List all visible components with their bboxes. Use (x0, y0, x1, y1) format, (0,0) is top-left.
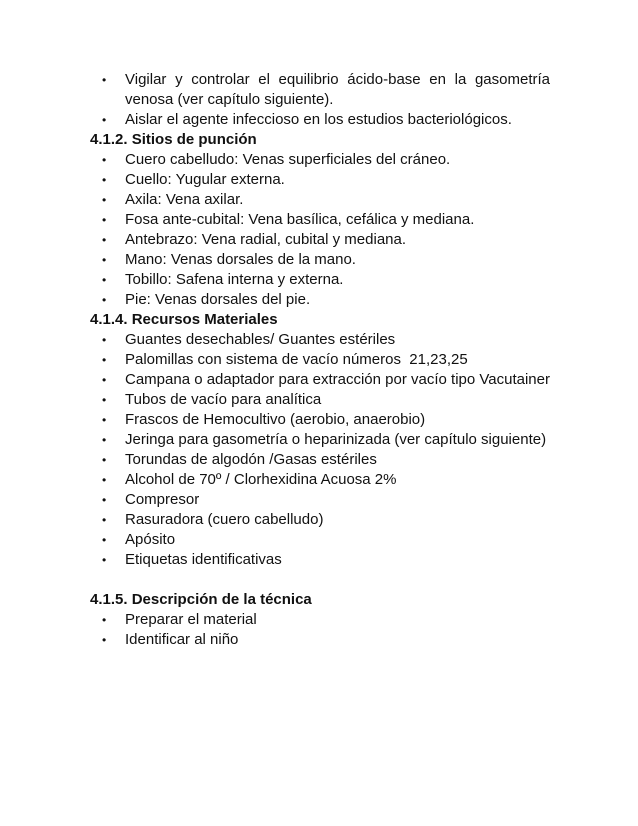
list-item (90, 210, 550, 230)
list-item (90, 290, 550, 310)
list-item-text: Pie: Venas dorsales del pie. (125, 291, 311, 308)
bullet-icon: • (102, 373, 107, 387)
list-item (90, 370, 550, 390)
list-item-text: Palomillas con sistema de vacío números 21,23,25 (125, 351, 468, 368)
bullet-icon: • (102, 213, 107, 227)
list-item-text: Rasuradora (cuero cabelludo) (125, 511, 324, 528)
list-item (90, 170, 550, 190)
recursos-section (90, 310, 550, 570)
list-item (90, 470, 550, 490)
bullet-icon: • (102, 473, 107, 487)
bullet-icon: • (102, 413, 107, 427)
bullet-icon: • (102, 273, 107, 287)
tecnica-list (90, 610, 550, 650)
list-item (90, 250, 550, 270)
list-item (90, 550, 550, 570)
list-item-text: Alcohol de 70º / Clorhexidina Acuosa 2% (125, 471, 397, 488)
list-item-text: Cuero cabelludo: Venas superficiales del cráneo. (125, 151, 451, 168)
bullet-icon: • (102, 193, 107, 207)
bullet-icon: • (102, 553, 107, 567)
list-item (90, 610, 550, 630)
list-item-text: Mano: Venas dorsales de la mano. (125, 251, 356, 268)
sitios-list (90, 150, 550, 310)
list-item-text: Torundas de algodón /Gasas estériles (125, 451, 377, 468)
bullet-icon: • (102, 393, 107, 407)
list-item (90, 70, 550, 110)
list-item-text: Aislar el agente infeccioso en los estudios bacteriológicos. (125, 111, 512, 128)
list-item (90, 630, 550, 650)
bullet-icon: • (102, 633, 107, 647)
list-item (90, 410, 550, 430)
list-item (90, 150, 550, 170)
list-item-text: Campana o adaptador para extracción por vacío tipo Vacutainer (125, 371, 550, 388)
bullet-icon: • (102, 293, 107, 307)
list-item-text: Compresor (125, 491, 200, 508)
bullet-icon: • (102, 73, 107, 87)
bullet-icon: • (102, 173, 107, 187)
intro-list (90, 70, 550, 130)
list-item (90, 330, 550, 350)
list-item-text: Fosa ante-cubital: Vena basílica, cefálica y mediana. (125, 211, 475, 228)
list-item (90, 110, 550, 130)
bullet-icon: • (102, 153, 107, 167)
page-content (90, 70, 550, 650)
bullet-icon: • (102, 333, 107, 347)
list-item (90, 430, 550, 450)
list-item (90, 350, 550, 370)
list-item-text: Frascos de Hemocultivo (aerobio, anaerobio) (125, 411, 426, 428)
list-item (90, 530, 550, 550)
list-item-text: Guantes desechables/ Guantes estériles (125, 331, 396, 348)
list-item-text: Vigilar y controlar el equilibrio ácido-base en la gasometría venosa (ver capítulo siguiente). (125, 71, 550, 108)
list-item (90, 230, 550, 250)
list-item-text: Axila: Vena axilar. (125, 191, 244, 208)
list-item (90, 270, 550, 290)
list-item-text: Apósito (125, 531, 176, 548)
list-item (90, 190, 550, 210)
section-heading-sitios: 4.1.2. Sitios de punción (90, 131, 257, 148)
list-item-text: Tobillo: Safena interna y externa. (125, 271, 344, 288)
bullet-icon: • (102, 513, 107, 527)
list-item-text: Tubos de vacío para analítica (125, 391, 322, 408)
sitios-section (90, 130, 550, 310)
bullet-icon: • (102, 253, 107, 267)
bullet-icon: • (102, 433, 107, 447)
section-spacer (90, 570, 550, 590)
bullet-icon: • (102, 233, 107, 247)
list-item-text: Preparar el material (125, 611, 257, 628)
bullet-icon: • (102, 613, 107, 627)
tecnica-section (90, 590, 550, 650)
list-item-text: Etiquetas identificativas (125, 551, 282, 568)
list-item (90, 390, 550, 410)
section-heading-tecnica: 4.1.5. Descripción de la técnica (90, 591, 312, 608)
list-item (90, 510, 550, 530)
section-heading-recursos: 4.1.4. Recursos Materiales (90, 311, 278, 328)
recursos-list (90, 330, 550, 570)
list-item-text: Antebrazo: Vena radial, cubital y mediana. (125, 231, 407, 248)
bullet-icon: • (102, 113, 107, 127)
bullet-icon: • (102, 493, 107, 507)
list-item-text: Identificar al niño (125, 631, 239, 648)
bullet-icon: • (102, 353, 107, 367)
list-item (90, 450, 550, 470)
list-item-text: Cuello: Yugular externa. (125, 171, 285, 188)
intro-section (90, 70, 550, 130)
bullet-icon: • (102, 533, 107, 547)
bullet-icon: • (102, 453, 107, 467)
list-item-text: Jeringa para gasometría o heparinizada (ver capítulo siguiente) (125, 431, 547, 448)
list-item (90, 490, 550, 510)
